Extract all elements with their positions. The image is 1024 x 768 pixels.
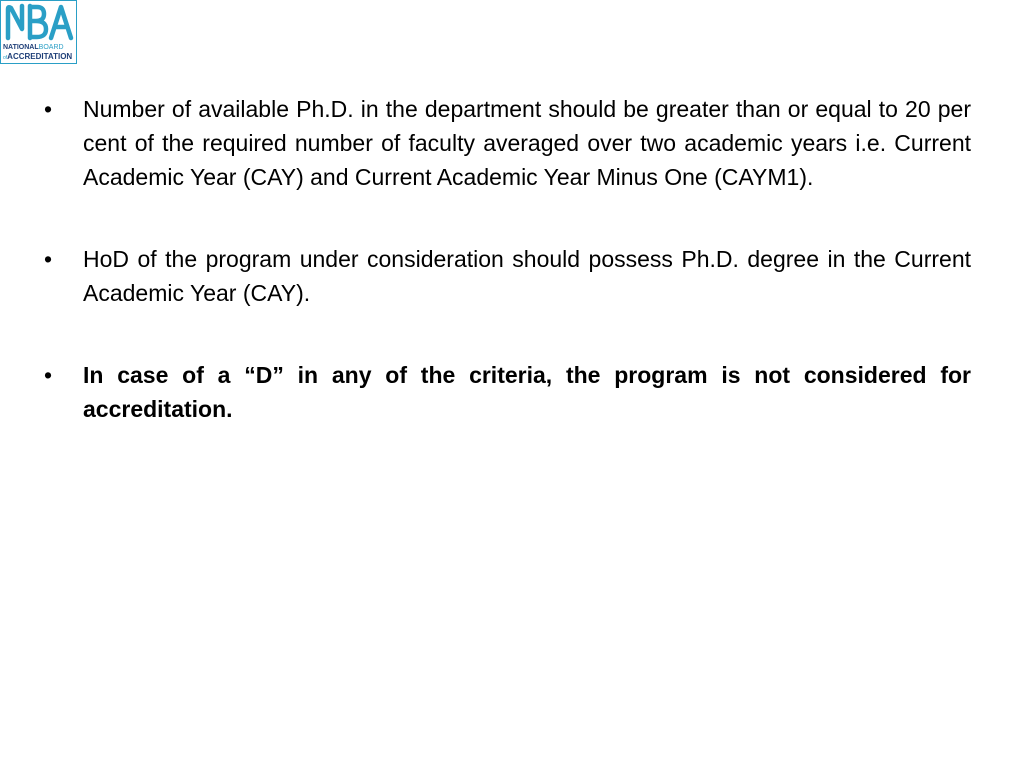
logo-text-national-board: NATIONALBOARD: [3, 44, 64, 51]
slide-body: [44, 92, 971, 474]
bullet-text: Number of available Ph.D. in the department should be greater than or equal to 20 per cent of the required number of faculty averaged over two academic years i.e. Current Academic Year (CAY) and Current Academic Year Minus One (CAYM1).: [83, 96, 971, 190]
logo-text-accreditation: ofACCREDITATION: [3, 53, 73, 61]
bullet-dot-icon: •: [44, 246, 53, 272]
bullet-text: In case of a “D” in any of the criteria, the program is not considered for accreditation.: [83, 362, 971, 422]
bullet-item-phd-requirement: [44, 92, 971, 194]
bullet-dot-icon: •: [44, 96, 53, 122]
bullet-text: HoD of the program under consideration should possess Ph.D. degree in the Current Academic Year (CAY).: [83, 246, 971, 306]
bullet-item-d-criteria-note: [44, 358, 971, 426]
nba-logo-mark-icon: [4, 3, 74, 41]
bullet-dot-icon: •: [44, 362, 53, 388]
nba-logo: [0, 0, 77, 64]
bullet-item-hod-requirement: [44, 242, 971, 310]
